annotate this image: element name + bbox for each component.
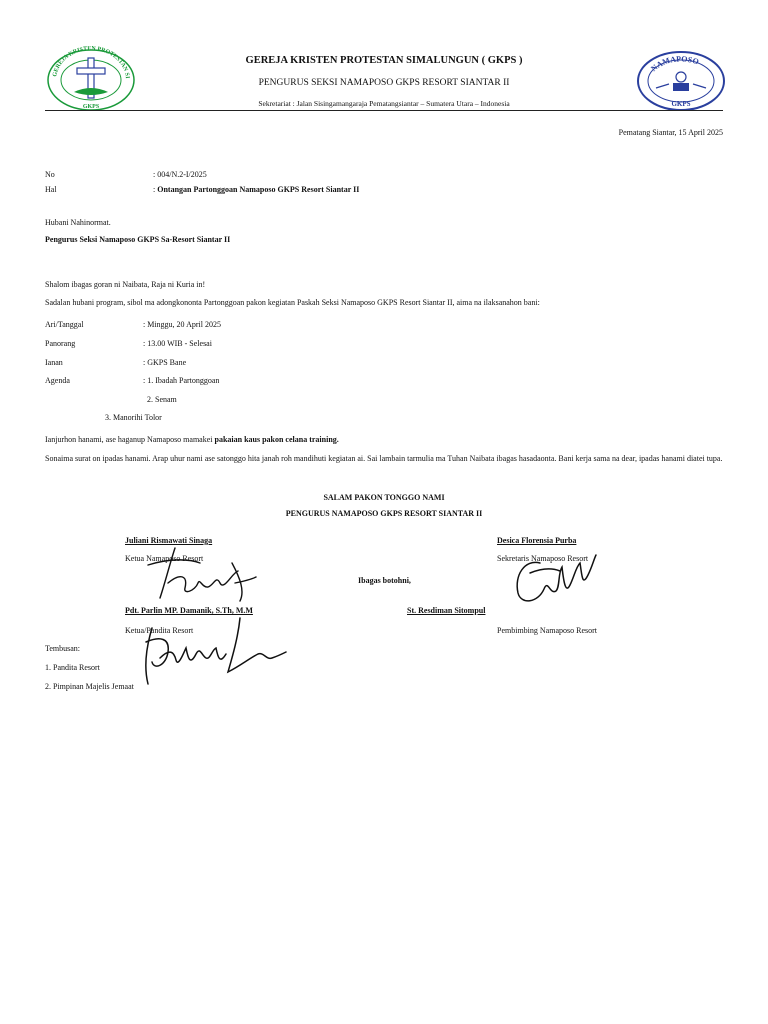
signatory-bottom-left-role: Ketua/Pandita Resort	[125, 626, 194, 635]
hal-label: Hal	[45, 185, 57, 194]
letter-date: Pematang Siantar, 15 April 2025	[618, 128, 723, 137]
signature-top-right	[510, 545, 600, 610]
detail-label-date: Ari/Tanggal	[45, 320, 84, 329]
cc-item: 1. Pandita Resort	[45, 663, 100, 672]
svg-text:GKPS: GKPS	[82, 104, 100, 110]
cc-label: Tembusan:	[45, 644, 80, 653]
salutation: Hubani Nahinormat.	[45, 218, 111, 227]
detail-value-date: : Minggu, 20 April 2025	[143, 320, 222, 329]
no-label: No	[45, 170, 55, 179]
signature-bottom-left	[140, 608, 290, 688]
dress-code-line	[45, 435, 339, 444]
agenda-item-2: 2. Senam	[147, 395, 177, 404]
no-value: : 004/N.2-I/2025	[153, 170, 207, 179]
svg-text:GKPS: GKPS	[671, 100, 691, 108]
agenda-item-3: 3. Manorihi Tolor	[105, 413, 162, 422]
detail-label-time: Panorang	[45, 339, 76, 348]
signatory-bottom-right-name: St. Resdiman Sitompul	[407, 606, 486, 615]
signatory-top-right-role: Sekretaris Namaposo Resort	[497, 554, 589, 563]
sign-off-line2: PENGURUS NAMAPOSO GKPS RESORT SIANTAR II	[285, 509, 483, 518]
namaposo-logo	[636, 50, 726, 112]
hal-value: Ontangan Partonggoan Namaposo GKPS Resort Siantar II	[157, 185, 360, 194]
signatory-bottom-right-role: Pembimbing Namaposo Resort	[497, 626, 597, 635]
letterhead-divider	[45, 110, 723, 111]
detail-label-place: Ianan	[45, 358, 63, 367]
detail-value-place: : GKPS Bane	[143, 358, 187, 367]
intro-paragraph: Sadalan hubani program, sibol ma adongkononta Partonggoan pakon kegiatan Paskah Seksi Namaposo GKPS Resort Siantar II, aima na ilaksanahon bani:	[45, 298, 540, 307]
middle-note: Ibagas botohni,	[358, 576, 411, 585]
signatory-top-left-role: Ketua Namaposo Resort	[125, 554, 204, 563]
cc-item: 2. Pimpinan Majelis Jemaat	[45, 682, 134, 691]
letterhead-address: Sekretariat : Jalan Sisingamangaraja Pematangsiantar – Sumatera Utara – Indonesia	[258, 99, 510, 108]
svg-text:GEREJA KRISTEN PROTESTAN SIMAL: GEREJA KRISTEN PROTESTAN SI	[52, 46, 130, 79]
detail-label-agenda: Agenda	[45, 376, 70, 385]
hal-colon: :	[153, 185, 158, 194]
sign-off-line1: SALAM PAKON TONGGO NAMI	[323, 493, 445, 502]
dress-code-prefix: Ianjurhon hanami, ase haganup Namaposo mamakei	[45, 435, 215, 444]
detail-value-time: : 13.00 WIB - Selesai	[143, 339, 212, 348]
recipient: Pengurus Seksi Namaposo GKPS Sa-Resort Siantar II	[45, 235, 231, 244]
org-title: GEREJA KRISTEN PROTESTAN SIMALUNGUN ( GKPS )	[245, 55, 523, 66]
letterhead-subtitle: PENGURUS SEKSI NAMAPOSO GKPS RESORT SIANTAR II	[258, 78, 510, 88]
signatory-bottom-left-name: Pdt. Parlin MP. Damanik, S.Th, M.M	[125, 606, 253, 615]
greeting: Shalom ibagas goran ni Naibata, Raja ni Kuria in!	[45, 280, 206, 289]
dress-code-bold: pakaian kaus pakon celana training.	[214, 435, 339, 444]
closing-paragraph: Sonaima surat on ipadas hanami. Arap uhur nami ase satonggo hita janah roh mandihuti kegiatan ai. Sai lambain tarmulia ma Tuhan Naibata ibagas hasadaonta. Bani kerja sama na dear, ipadas hanami diatei tupa.	[45, 454, 723, 463]
gkps-church-logo	[44, 46, 138, 112]
svg-text:NAMAPOSO: NAMAPOSO	[649, 54, 700, 74]
signatory-top-left-name: Juliani Rismawati Sinaga	[125, 536, 213, 545]
signatory-top-right-name: Desica Florensia Purba	[497, 536, 577, 545]
hal-row	[153, 185, 359, 194]
detail-value-agenda: : 1. Ibadah Partonggoan	[143, 376, 220, 385]
signature-top-left	[140, 543, 260, 603]
